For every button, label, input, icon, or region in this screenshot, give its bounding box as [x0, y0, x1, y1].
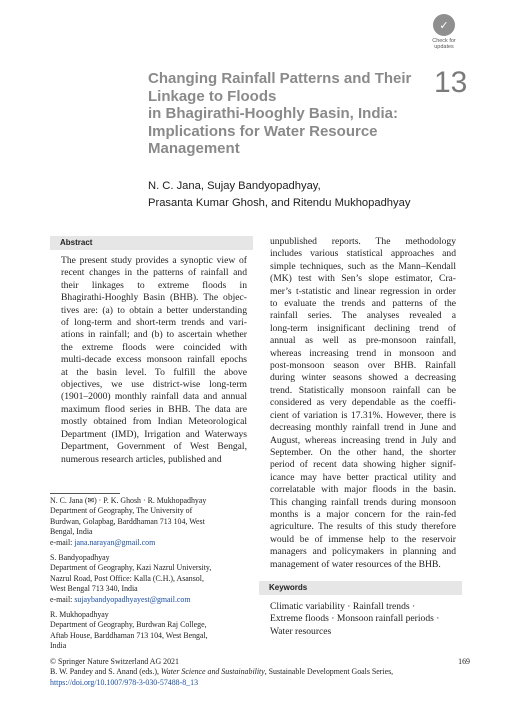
- abstract-line: ations in rainfall; and (b) to ascertain whether: [61, 329, 247, 341]
- chapter-title: [148, 70, 418, 158]
- abstract-line: objectives, we use district-wise long-term: [61, 379, 247, 391]
- keywords-list: [270, 601, 470, 638]
- abstract-line: of long-term and short-term trends and vari-: [61, 317, 247, 329]
- affiliation-line: Aftab House, Barddhaman 713 104, West Bengal,: [50, 630, 208, 640]
- affiliation-line: Nazrul Road, Post Office: Kalla (C.H.), Asansol,: [50, 573, 204, 583]
- abstract-line: the extreme floods were coincided with: [61, 341, 247, 353]
- title-line: Implications for Water Resource: [148, 122, 378, 140]
- affiliation-line: S. Bandyopadhyay: [50, 553, 110, 563]
- affiliation-line: Bengal, India: [50, 527, 93, 537]
- author-line: Prasanta Kumar Ghosh, and Ritendu Mukhopadhyay: [148, 197, 411, 209]
- affiliation-line: India: [50, 641, 67, 651]
- affiliation-line: Department of Geography, The University of: [50, 506, 193, 516]
- affiliations: [50, 496, 245, 657]
- abstract-line: to evaluate the trends and patterns of the: [270, 298, 456, 310]
- abstract-line: would be of immense help to the reservoir: [270, 533, 456, 545]
- abstract-line: includes various statistical approaches and: [270, 248, 456, 260]
- book-title: Water Science and Sustainability: [160, 667, 265, 677]
- keywords-line: Extreme floods · Monsoon rainfall periods ·: [270, 613, 440, 625]
- email-line: e-mail: jana.narayan@gmail.com: [50, 537, 156, 547]
- abstract-line: period of recent data showing higher signif-: [270, 459, 456, 471]
- abstract-line: post-monsoon season over BHB. Rainfall: [270, 360, 456, 372]
- email-link[interactable]: sujaybandyopadhyayest@gmail.com: [74, 594, 191, 604]
- abstract-line: whereas increasing trend in monsoon and: [270, 347, 456, 359]
- abstract-line: long-term insignificant declining trend of: [270, 322, 456, 334]
- abstract-line: months is a major concern for the rain-fed: [270, 508, 456, 520]
- chapter-number: 13: [434, 66, 468, 99]
- abstract-line: multi-decade excess monsoon rainfall epochs: [61, 354, 247, 366]
- abstract-line: their linkages to extreme floods in: [61, 279, 247, 291]
- citation: B. W. Pandey and S. Anand (eds.), Water Science and Sustainability, Sustainable Development Goals Series,: [50, 667, 394, 677]
- abstract-line: mer’s t-statistic and linear regression in order: [270, 285, 456, 297]
- abstract-line: at the basin level. To fulfill the above: [61, 366, 247, 378]
- bookmark-icon: ✓: [433, 14, 455, 36]
- affiliation-line: R. Mukhopadhyay: [50, 610, 109, 620]
- affiliation-block: [50, 553, 245, 605]
- abstract-line: unpublished reports. The methodology: [270, 236, 456, 247]
- abstract-line: tives are: (a) to obtain a better understanding: [61, 304, 247, 316]
- doi-link[interactable]: https://doi.org/10.1007/978-3-030-57488-8_13: [50, 677, 199, 687]
- abstract-text-right: [270, 236, 456, 571]
- abstract-line: agriculture. The results of this study therefore: [270, 521, 456, 533]
- abstract-line: icance may have better practical utility and: [270, 471, 456, 483]
- abstract-line: mostly obtained from Indian Meteorological: [61, 416, 247, 428]
- abstract-line: Department (IMD), Irrigation and Waterways: [61, 428, 247, 440]
- title-line: Linkage to Floods: [148, 87, 277, 105]
- keywords-heading: Keywords: [259, 581, 462, 595]
- title-line: Changing Rainfall Patterns and Their: [148, 70, 412, 87]
- email-link[interactable]: jana.narayan@gmail.com: [74, 537, 156, 547]
- affiliation-block: [50, 610, 245, 652]
- abstract-line: Bhagirathi-Hooghly Basin (BHB). The objec-: [61, 292, 247, 304]
- abstract-line: Department, Government of West Bengal,: [61, 441, 247, 453]
- abstract-line: This changing rainfall trends during monsoon: [270, 496, 456, 508]
- abstract-line: maximum flood series in BHB. The data are: [61, 403, 247, 415]
- abstract-line: The present study provides a synoptic view of: [61, 255, 247, 266]
- affiliation-line: West Bengal 713 340, India: [50, 584, 138, 594]
- affiliation-line: Burdwan, Golapbag, Barddhaman 713 104, West: [50, 516, 205, 526]
- affiliation-block: [50, 496, 245, 548]
- keywords-line: Climatic variability · Rainfall trends ·: [270, 601, 416, 612]
- abstract-line: considered as very dependable as the coeffi-: [270, 397, 456, 409]
- footnote-divider: [50, 493, 120, 494]
- abstract-line: simple techniques, such as the Mann–Kendall: [270, 260, 456, 272]
- abstract-line: recent changes in the patterns of rainfall and: [61, 267, 247, 279]
- copyright-notice: © Springer Nature Switzerland AG 2021: [50, 657, 179, 666]
- abstract-line: trend. Statistically monsoon rainfall can be: [270, 384, 456, 396]
- abstract-heading: Abstract: [50, 236, 253, 250]
- badge-label: Check for updates: [432, 38, 456, 50]
- abstract-line: rainfall series. The analyses revealed a: [270, 310, 456, 322]
- affiliation-line: Department of Geography, Kazi Nazrul University,: [50, 563, 212, 573]
- page-number: 169: [458, 657, 470, 666]
- abstract-line: annual as well as pre-monsoon rainfall,: [270, 335, 456, 347]
- abstract-line: August, whereas increasing trend in July and: [270, 434, 456, 446]
- abstract-line: (MK) test with Sen’s slope estimator, Cra-: [270, 273, 456, 285]
- abstract-line: during winter seasons showed a decreasing: [270, 372, 456, 384]
- abstract-line: (1901–2000) monthly rainfall data and annual: [61, 391, 247, 403]
- author-line: N. C. Jana, Sujay Bandyopadhyay,: [148, 180, 321, 192]
- abstract-line: correlatable with major floods in the basin.: [270, 484, 456, 496]
- affiliation-line: N. C. Jana (✉) · P. K. Ghosh · R. Mukhopadhyay: [50, 496, 207, 505]
- abstract-line: cient of variation is 17.31%. However, there is: [270, 409, 456, 421]
- title-line: Management: [148, 140, 240, 158]
- abstract-line: September. On the other hand, the shorter: [270, 446, 456, 458]
- keywords-line: Water resources: [270, 625, 332, 637]
- abstract-line: management of water resources of the BHB.: [270, 558, 441, 570]
- abstract-line: numerous research articles, published and: [61, 453, 222, 465]
- check-for-updates-badge[interactable]: [426, 14, 462, 54]
- abstract-line: decreasing monthly rainfall trend in June and: [270, 422, 456, 434]
- title-line: in Bhagirathi-Hooghly Basin, India:: [148, 105, 399, 123]
- affiliation-line: Department of Geography, Burdwan Raj College,: [50, 620, 207, 630]
- page-footer: [50, 657, 470, 688]
- email-line: e-mail: sujaybandyopadhyayest@gmail.com: [50, 594, 191, 604]
- abstract-text-left: [61, 255, 247, 466]
- abstract-line: managers and policymakers in planning and: [270, 546, 456, 558]
- author-list: [148, 178, 468, 212]
